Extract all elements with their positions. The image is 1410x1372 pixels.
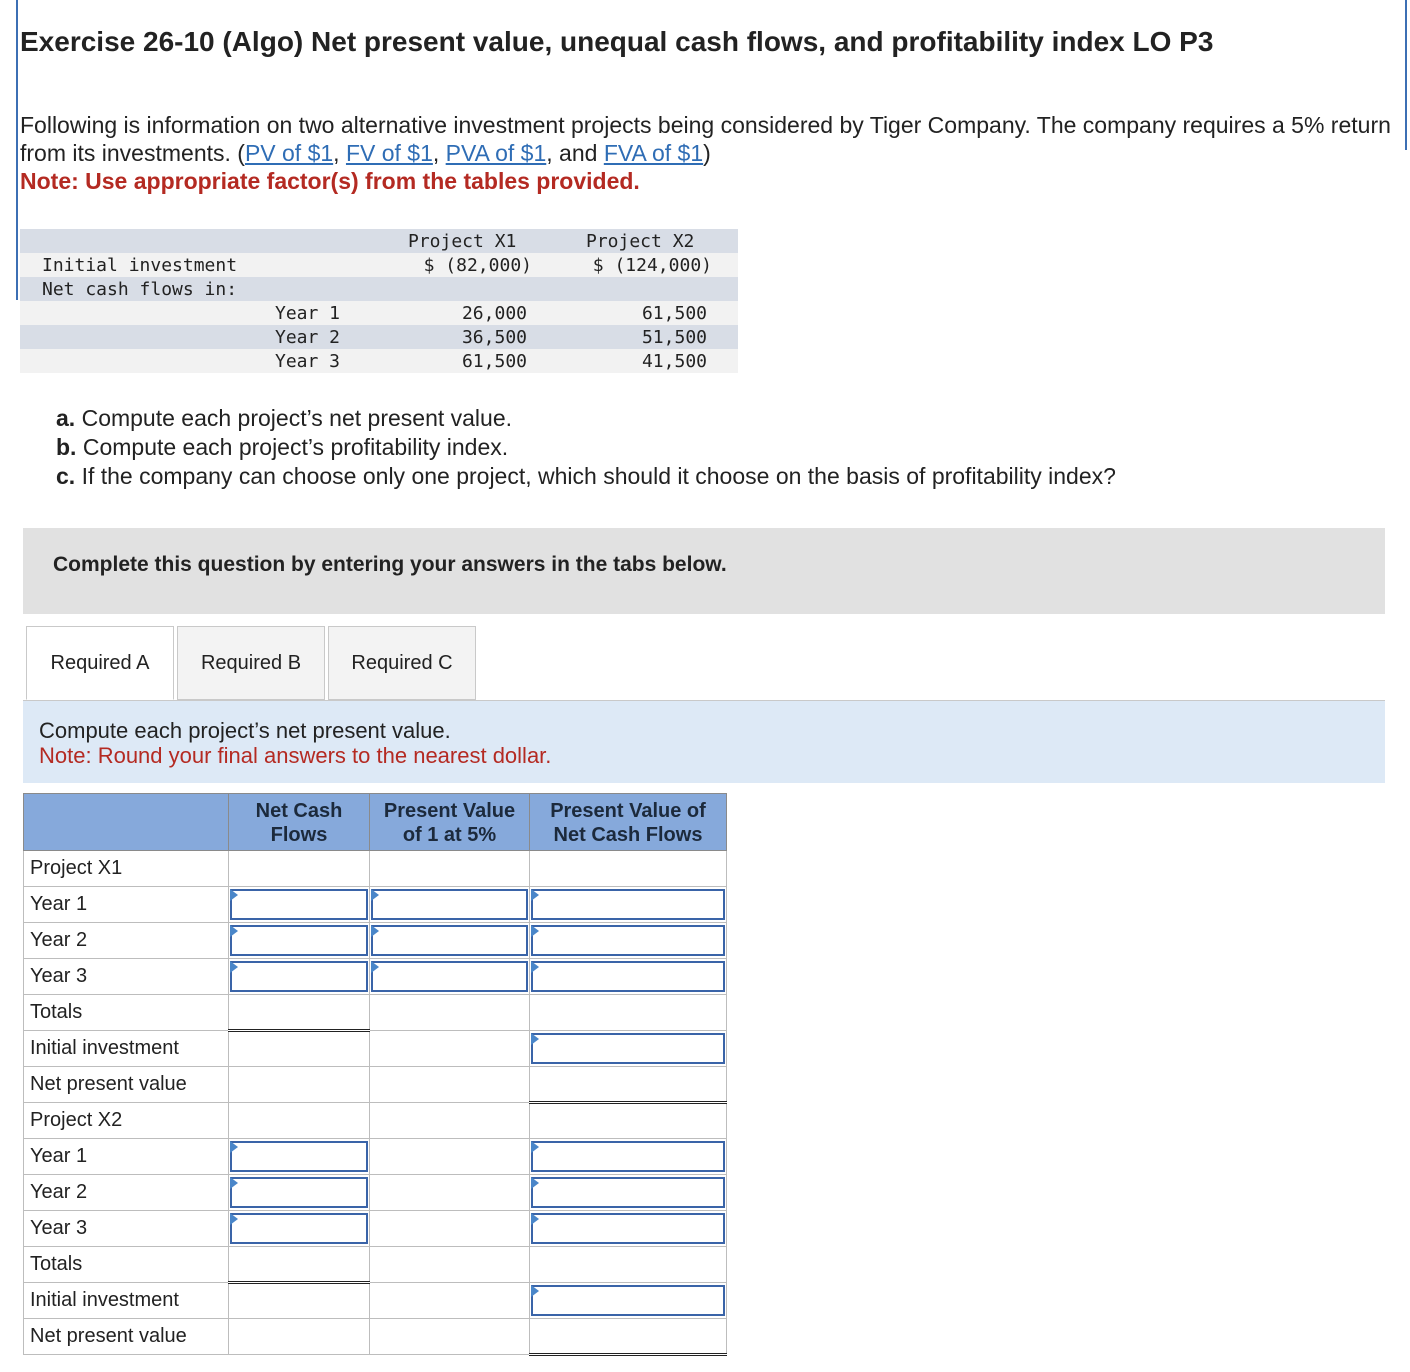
x1-year3-cash-flow-input[interactable] bbox=[230, 961, 368, 992]
x1-year3-pv-factor-input[interactable] bbox=[371, 961, 528, 992]
cell bbox=[370, 923, 530, 959]
cell bbox=[229, 1175, 370, 1211]
x1-total-pv bbox=[530, 995, 727, 1031]
question-a bbox=[56, 404, 1116, 433]
year-3-x2: 41,500 bbox=[641, 351, 707, 372]
row-label: Project X2 bbox=[24, 1103, 229, 1139]
link-fv-of-1[interactable]: FV of $1 bbox=[345, 140, 433, 166]
header-net-cash-flows bbox=[229, 794, 370, 851]
x2-initial-investment-input[interactable] bbox=[531, 1285, 725, 1316]
table-row bbox=[24, 959, 727, 995]
npv-answer-table bbox=[23, 793, 727, 1356]
initial-investment-x1: $ (82,000) bbox=[423, 255, 532, 276]
x2-total-cash-flows bbox=[229, 1247, 370, 1283]
header-project-x1: Project X1 bbox=[408, 231, 517, 252]
link-pv-of-1[interactable]: PV of $1 bbox=[244, 140, 334, 166]
tab-required-a[interactable]: Required A bbox=[26, 626, 174, 700]
cell bbox=[370, 851, 530, 887]
row-label: Year 3 bbox=[24, 1211, 229, 1247]
requirement-text: Compute each project’s net present value. bbox=[39, 718, 451, 743]
row-label: Totals bbox=[24, 995, 229, 1031]
question-list bbox=[56, 404, 1116, 491]
factor-note: Note: Use appropriate factor(s) from the tables provided. bbox=[20, 168, 640, 194]
table-row bbox=[24, 1031, 727, 1067]
row-label: Initial investment bbox=[24, 1031, 229, 1067]
question-b bbox=[56, 433, 1116, 462]
cell bbox=[370, 1247, 530, 1283]
year-3-x1: 61,500 bbox=[461, 351, 527, 372]
year-1-x1: 26,000 bbox=[461, 303, 527, 324]
x1-year2-cash-flow-input[interactable] bbox=[230, 925, 368, 956]
cell bbox=[370, 1067, 530, 1103]
question-letter: b. bbox=[56, 434, 77, 460]
tab-required-b[interactable]: Required B bbox=[177, 626, 325, 700]
link-separator: , and bbox=[546, 140, 604, 166]
cell bbox=[370, 1319, 530, 1355]
right-border-rule bbox=[1405, 0, 1407, 150]
cell bbox=[229, 1103, 370, 1139]
cell bbox=[229, 1319, 370, 1355]
row-label: Year 2 bbox=[24, 923, 229, 959]
header-project-x2: Project X2 bbox=[586, 231, 695, 252]
x1-year1-pv-input[interactable] bbox=[531, 889, 725, 920]
link-separator: , bbox=[333, 140, 346, 166]
exercise-title: Exercise 26-10 (Algo) Net present value, unequal cash flows, and profitability index LO P3 bbox=[20, 26, 1214, 57]
table-row bbox=[24, 1283, 727, 1319]
initial-investment-x2: $ (124,000) bbox=[592, 255, 712, 276]
cell bbox=[530, 1031, 727, 1067]
x1-year1-cash-flow-input[interactable] bbox=[230, 889, 368, 920]
cell bbox=[530, 851, 727, 887]
x1-total-cash-flows bbox=[229, 995, 370, 1031]
header-blank bbox=[24, 794, 229, 851]
cell bbox=[229, 851, 370, 887]
link-separator: , bbox=[432, 140, 446, 166]
header-text: Present Value of 1 at 5% bbox=[383, 800, 516, 846]
intro-text-end: ) bbox=[703, 140, 711, 166]
requirement-note: Note: Round your final answers to the nearest dollar. bbox=[39, 743, 552, 768]
cell bbox=[370, 995, 530, 1031]
header-text: Present Value of Net Cash Flows bbox=[550, 800, 706, 846]
intro-paragraph bbox=[20, 111, 1400, 195]
row-label: Project X1 bbox=[24, 851, 229, 887]
x2-year3-pv-input[interactable] bbox=[531, 1213, 725, 1244]
x2-net-present-value bbox=[530, 1319, 727, 1355]
cell bbox=[229, 1031, 370, 1067]
year-2-x2: 51,500 bbox=[641, 327, 707, 348]
table-row bbox=[24, 1175, 727, 1211]
x2-year1-pv-input[interactable] bbox=[531, 1141, 725, 1172]
initial-investment-label: Initial investment bbox=[42, 255, 238, 276]
header-text: Net Cash Flows bbox=[255, 800, 343, 846]
table-row bbox=[24, 923, 727, 959]
cell bbox=[229, 923, 370, 959]
table-row bbox=[24, 887, 727, 923]
x1-year2-pv-input[interactable] bbox=[531, 925, 725, 956]
row-label: Year 1 bbox=[24, 887, 229, 923]
table-row bbox=[24, 1103, 727, 1139]
question-letter: a. bbox=[56, 405, 76, 431]
row-label: Net present value bbox=[24, 1319, 229, 1355]
cell bbox=[370, 1103, 530, 1139]
row-label: Net present value bbox=[24, 1067, 229, 1103]
x1-initial-investment-input[interactable] bbox=[531, 1033, 725, 1064]
cell bbox=[370, 1175, 530, 1211]
x2-year2-cash-flow-input[interactable] bbox=[230, 1177, 368, 1208]
table-row bbox=[24, 1067, 727, 1103]
question-text: Compute each project’s net present value. bbox=[75, 405, 513, 431]
header-pv-factor bbox=[370, 794, 530, 851]
x1-year2-pv-factor-input[interactable] bbox=[371, 925, 528, 956]
left-border-rule bbox=[16, 0, 18, 300]
instruction-box bbox=[23, 528, 1385, 614]
cell bbox=[229, 1139, 370, 1175]
tab-required-c[interactable]: Required C bbox=[328, 626, 476, 700]
intro-text: Following is information on two alternative investment projects being considered by Tiger Company. The company requires a 5% return from its investments. ( bbox=[20, 112, 1391, 166]
row-label: Year 2 bbox=[24, 1175, 229, 1211]
question-text: Compute each project’s profitability index. bbox=[76, 434, 509, 460]
cell bbox=[530, 1175, 727, 1211]
cell bbox=[530, 1211, 727, 1247]
cell bbox=[530, 887, 727, 923]
year-2-label: Year 2 bbox=[275, 327, 341, 348]
question-text: If the company can choose only one project, which should it choose on the basis of profitability index? bbox=[75, 463, 1116, 489]
question-letter: c. bbox=[56, 463, 76, 489]
x1-year1-pv-factor-input[interactable] bbox=[371, 889, 528, 920]
x1-year3-pv-input[interactable] bbox=[531, 961, 725, 992]
link-pva-of-1[interactable]: PVA of $1 bbox=[445, 140, 547, 166]
x1-net-present-value bbox=[530, 1067, 727, 1103]
link-fva-of-1[interactable]: FVA of $1 bbox=[603, 140, 704, 166]
cell bbox=[229, 959, 370, 995]
cell bbox=[370, 1211, 530, 1247]
cell bbox=[229, 1211, 370, 1247]
cell bbox=[370, 1031, 530, 1067]
net-cash-flows-label: Net cash flows in: bbox=[42, 279, 238, 300]
x2-year3-cash-flow-input[interactable] bbox=[230, 1213, 368, 1244]
requirement-box bbox=[23, 701, 1385, 783]
year-2-x1: 36,500 bbox=[461, 327, 527, 348]
answer-table-header bbox=[24, 794, 727, 851]
cell bbox=[370, 1283, 530, 1319]
cell bbox=[530, 959, 727, 995]
header-pv-net-cash-flows bbox=[530, 794, 727, 851]
row-label: Year 1 bbox=[24, 1139, 229, 1175]
cell bbox=[370, 887, 530, 923]
x2-year2-pv-input[interactable] bbox=[531, 1177, 725, 1208]
table-row bbox=[24, 851, 727, 887]
table-row bbox=[24, 1319, 727, 1355]
table-row bbox=[24, 1211, 727, 1247]
instruction-text: Complete this question by entering your answers in the tabs below. bbox=[53, 553, 727, 576]
year-1-label: Year 1 bbox=[275, 303, 341, 324]
year-3-label: Year 3 bbox=[275, 351, 341, 372]
year-1-x2: 61,500 bbox=[641, 303, 707, 324]
x2-year1-cash-flow-input[interactable] bbox=[230, 1141, 368, 1172]
x2-total-pv bbox=[530, 1247, 727, 1283]
row-label: Totals bbox=[24, 1247, 229, 1283]
cell bbox=[229, 1067, 370, 1103]
table-row bbox=[24, 1139, 727, 1175]
table-row bbox=[24, 1247, 727, 1283]
question-c bbox=[56, 462, 1116, 491]
cell bbox=[229, 887, 370, 923]
row-label: Year 3 bbox=[24, 959, 229, 995]
cell bbox=[370, 959, 530, 995]
cell bbox=[530, 1283, 727, 1319]
cell bbox=[530, 923, 727, 959]
cell bbox=[530, 1103, 727, 1139]
cell bbox=[370, 1139, 530, 1175]
table-row bbox=[24, 995, 727, 1031]
cell bbox=[229, 1283, 370, 1319]
cell bbox=[530, 1139, 727, 1175]
row-label: Initial investment bbox=[24, 1283, 229, 1319]
